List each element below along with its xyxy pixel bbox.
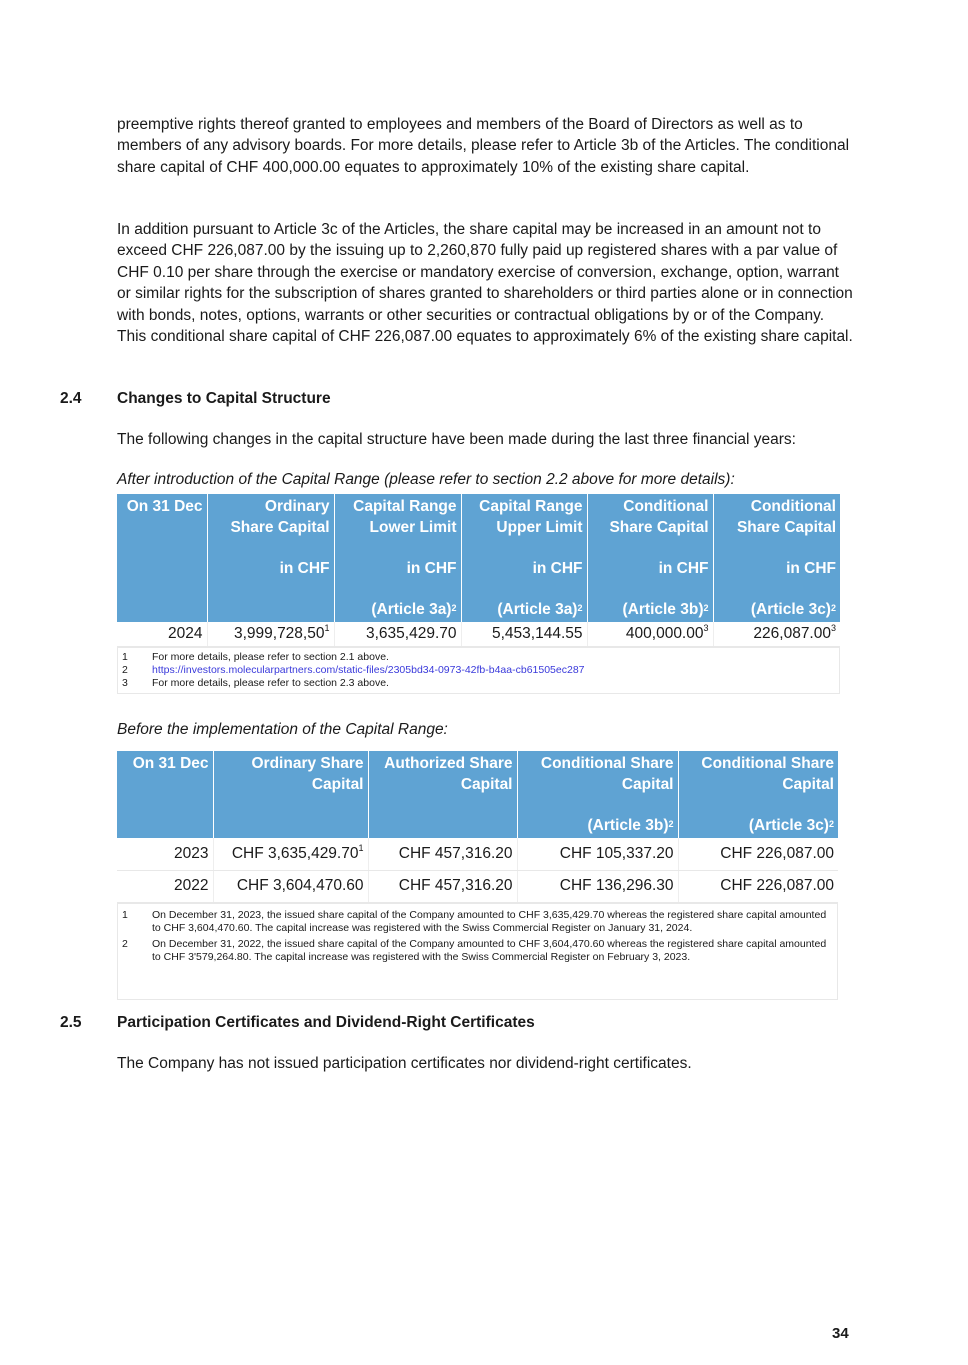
table-row	[117, 838, 838, 870]
table-cell	[213, 838, 368, 870]
spacer	[339, 579, 457, 600]
header-line: Lower Limit	[369, 518, 457, 536]
header-line: On 31 Dec	[126, 498, 203, 515]
table-cell	[517, 870, 678, 902]
header-line: Capital Range	[479, 498, 583, 515]
header-line: Capital	[782, 775, 834, 793]
table-cell	[117, 838, 213, 870]
table-cell	[368, 870, 517, 902]
footnote-text: On December 31, 2023, the issued share capital of the Company amounted to CHF 3,635,429.70 whereas the registered share capital amounted to CHF 3,604,470.60. The capital increase was registered with the Swiss Commercial Register on January 31, 2024.	[152, 909, 827, 934]
header-line: Conditional	[623, 498, 709, 515]
cell-value: CHF 457,316.20	[398, 877, 513, 894]
article-label: (Article 3c)	[748, 816, 829, 834]
table-cell	[713, 622, 840, 647]
column-header	[713, 494, 840, 622]
header-line: Conditional Share	[540, 755, 674, 772]
footnote-ref: 2	[703, 602, 709, 613]
table-cell	[678, 838, 838, 870]
column-header	[587, 494, 713, 622]
table-row	[117, 622, 840, 647]
table-row	[117, 870, 838, 902]
table-cell	[368, 838, 517, 870]
header-line: Ordinary	[264, 498, 330, 515]
spacer	[683, 795, 835, 816]
spacer	[212, 538, 330, 559]
section-title: Participation Certificates and Dividend-Right Certificates	[117, 1014, 535, 1031]
header-line	[121, 518, 203, 539]
spacer	[212, 579, 330, 600]
header-line: On 31 Dec	[132, 755, 209, 772]
section-number: 2.4	[60, 390, 82, 407]
cell-value: 3,635,429.70	[365, 625, 457, 643]
spacer	[466, 579, 583, 600]
header-line: Ordinary Share	[251, 755, 364, 772]
header-line: Capital	[460, 775, 513, 793]
footnote-text: For more details, please refer to section 2.3 above.	[152, 677, 389, 689]
header-article	[212, 600, 330, 621]
header-article	[592, 600, 709, 621]
header-article	[522, 816, 674, 837]
cell-value: CHF 457,316.20	[398, 844, 513, 862]
spacer	[218, 795, 364, 816]
footnote-ref: 3	[703, 623, 709, 634]
paragraph: In addition pursuant to Article 3c of the Articles, the share capital may be increased in an amount not to exceed CHF 226,087.00 by the issuing up to 2,260,870 fully paid up registered shares with a par value of CHF 0.10 per share through the exercise or mandatory exercise of conversion, exchange, option, warrant or similar rights for the subscription of shares granted to shareholders or third parties alone or in connection with bonds, notes, options, warrants or other securities or contractual obligations by or of the Company. This conditional share capital of CHF 226,087.00 equates to approximately 6% of the existing share capital.	[117, 221, 853, 346]
footnote-ref: 1	[324, 623, 330, 634]
article-label: (Article 3b)	[587, 816, 669, 834]
column-header	[334, 494, 461, 622]
footnote-ref: 2	[577, 602, 583, 613]
header-article	[218, 816, 364, 837]
column-header	[678, 751, 838, 838]
cell-value: CHF 136,296.30	[559, 877, 674, 894]
footnote-number: 2	[122, 664, 128, 676]
header-article	[683, 816, 835, 837]
cell-value: CHF 3,635,429.70	[231, 844, 359, 862]
section-number: 2.5	[60, 1014, 82, 1031]
cell-value: CHF 226,087.00	[720, 844, 834, 862]
spacer	[121, 795, 209, 816]
spacer	[522, 795, 674, 816]
footnote-ref: 2	[828, 818, 834, 829]
table-cell	[117, 622, 207, 647]
spacer	[592, 538, 709, 559]
column-header	[368, 751, 517, 838]
table-cell	[334, 622, 461, 647]
header-article	[339, 600, 457, 621]
spacer	[373, 795, 513, 816]
header-line: Conditional	[750, 498, 836, 515]
footnote	[118, 664, 839, 677]
header-line: Authorized Share	[384, 755, 513, 772]
cell-value: 2024	[168, 625, 203, 643]
footnote-text: On December 31, 2022, the issued share capital of the Company amounted to CHF 3,604,470.60 whereas the registered share capital amounted to CHF 3'579,264.80. The capital increase was registered with the Swiss Commercial Register on February 3, 2023.	[152, 938, 827, 963]
table-cell	[587, 622, 713, 647]
cell-value: CHF 3,604,470.60	[236, 877, 364, 894]
header-unit: in CHF	[786, 559, 836, 577]
column-header	[117, 751, 213, 838]
article-label: (Article 3c)	[750, 600, 831, 618]
footnote	[118, 909, 837, 935]
section-intro: The following changes in the capital structure have been made during the last three financial years:	[117, 431, 796, 448]
article-label: (Article 3b)	[622, 600, 704, 618]
column-header	[517, 751, 678, 838]
footnote-link[interactable]: https://investors.molecularpartners.com/static-files/2305bd34-0973-42fb-b4aa-cb61505ec287	[152, 664, 585, 676]
paragraph: preemptive rights thereof granted to employees and members of the Board of Directors as well as to members of any advisory boards. For more details, please refer to Article 3b of the Articles. The conditional share capital of CHF 400,000.00 equates to approximately 10% of the existing share capital.	[117, 116, 850, 176]
footnote	[118, 677, 839, 690]
spacer	[339, 538, 457, 559]
table-cell	[678, 870, 838, 902]
footnote	[118, 938, 837, 964]
header-line: Capital	[311, 775, 364, 793]
footnote-text: For more details, please refer to section 2.1 above.	[152, 651, 389, 663]
section-title: Changes to Capital Structure	[117, 390, 331, 407]
footnote-ref: 2	[451, 602, 457, 613]
header-line: Share Capital	[736, 518, 836, 536]
table-cell	[207, 622, 334, 647]
header-unit: in CHF	[406, 559, 457, 577]
spacer	[718, 579, 837, 600]
header-article	[121, 816, 209, 837]
table-cell	[213, 870, 368, 902]
cell-value: 5,453,144.55	[491, 625, 583, 643]
cell-value: 2022	[174, 877, 209, 894]
cell-value: 400,000.00	[625, 625, 704, 643]
header-unit	[121, 559, 203, 580]
cell-value: 226,087.00	[753, 625, 831, 643]
cell-value: CHF 105,337.20	[559, 844, 674, 862]
section-text: The Company has not issued participation certificates nor dividend-right certificates.	[117, 1055, 692, 1072]
header-line: Capital	[621, 775, 674, 793]
spacer	[592, 579, 709, 600]
footnote-number: 1	[122, 651, 128, 663]
header-unit: in CHF	[532, 559, 583, 577]
column-header	[117, 494, 207, 622]
table-caption: After introduction of the Capital Range (please refer to section 2.2 above for more details):	[117, 471, 735, 488]
column-header	[461, 494, 587, 622]
header-article	[466, 600, 583, 621]
footnote-number: 2	[122, 938, 128, 950]
footnote-ref: 3	[830, 623, 836, 634]
footnote-number: 1	[122, 909, 128, 921]
header-line: Share Capital	[230, 518, 330, 536]
article-label: (Article 3a)	[371, 600, 452, 618]
spacer	[718, 538, 837, 559]
table-footnotes	[117, 646, 840, 694]
capital-range-table	[117, 494, 840, 648]
page-number: 34	[832, 1325, 849, 1342]
header-article	[121, 600, 203, 621]
table-cell	[517, 838, 678, 870]
article-label: (Article 3a)	[497, 600, 578, 618]
footnote	[118, 651, 839, 664]
table-cell	[461, 622, 587, 647]
table-cell	[117, 870, 213, 902]
cell-value: 2023	[174, 844, 209, 862]
spacer	[121, 579, 203, 600]
column-header	[207, 494, 334, 622]
table-footnotes	[117, 903, 838, 1000]
cell-value: 3,999,728,50	[233, 625, 325, 643]
footnote-ref: 2	[668, 818, 674, 829]
spacer	[121, 538, 203, 559]
footnote-ref: 1	[358, 842, 364, 853]
header-unit: in CHF	[658, 559, 709, 577]
table-caption: Before the implementation of the Capital Range:	[117, 721, 448, 738]
spacer	[466, 538, 583, 559]
footnote-ref: 2	[830, 602, 836, 613]
header-article	[373, 816, 513, 837]
column-header	[213, 751, 368, 838]
pre-capital-range-table	[117, 751, 838, 903]
header-line: Conditional Share	[701, 755, 834, 772]
header-line: Share Capital	[609, 518, 709, 536]
cell-value: CHF 226,087.00	[720, 877, 834, 894]
header-unit: in CHF	[279, 559, 330, 577]
footnote-number: 3	[122, 677, 128, 689]
header-article	[718, 600, 837, 621]
header-line	[121, 775, 209, 796]
header-line: Capital Range	[353, 498, 457, 515]
header-line: Upper Limit	[496, 518, 583, 536]
